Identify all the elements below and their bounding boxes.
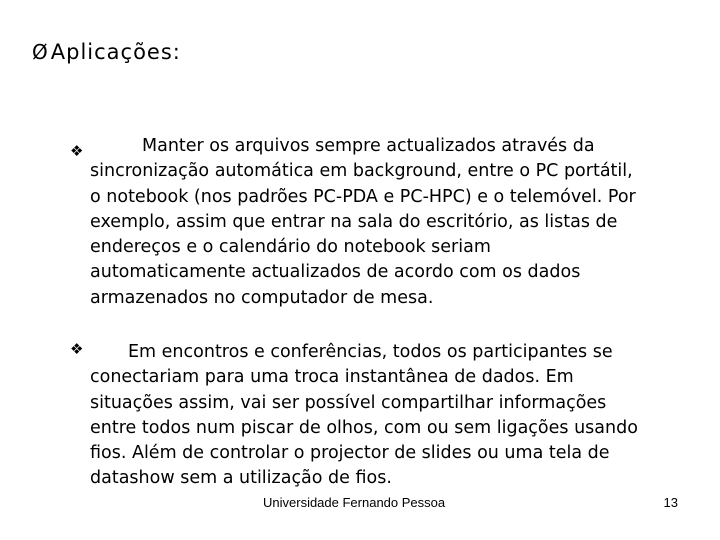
slide-title [32,40,181,64]
footer-institution: Universidade Fernando Pessoa [263,495,446,510]
diamond-bullet-icon: ❖ [70,340,84,358]
paragraph-conferences-text: Em encontros e conferências, todos os participantes se conectariam para uma troca instantânea de dados. Em situações assim, vai ser possível compartilhar informações entre todos num piscar de olhos, com ou sem ligações usando fios. Além de controlar o projector de slides ou uma tela de datashow sem a utilização de fios. [90,342,638,489]
diamond-bullet-icon: ❖ [70,142,84,160]
page-number: 13 [663,495,678,510]
paragraph-sync-text: Manter os arquivos sempre actualizados através da sincronização automática em background, entre o PC portátil, o notebook (nos padrões PC-PDA e PC-HPC) e o telemóvel. Por exemplo, assim que entrar na sala do escritório, as listas de endereços e o calendário do notebook seriam automaticamente actualizados de acordo com os dados armazenados no computador de mesa. [90,136,636,308]
paragraph-sync [90,134,665,311]
slide-title-text: Aplicações: [50,40,181,64]
paragraph-conferences [90,340,665,492]
arrow-bullet-icon: Ø [32,40,49,64]
